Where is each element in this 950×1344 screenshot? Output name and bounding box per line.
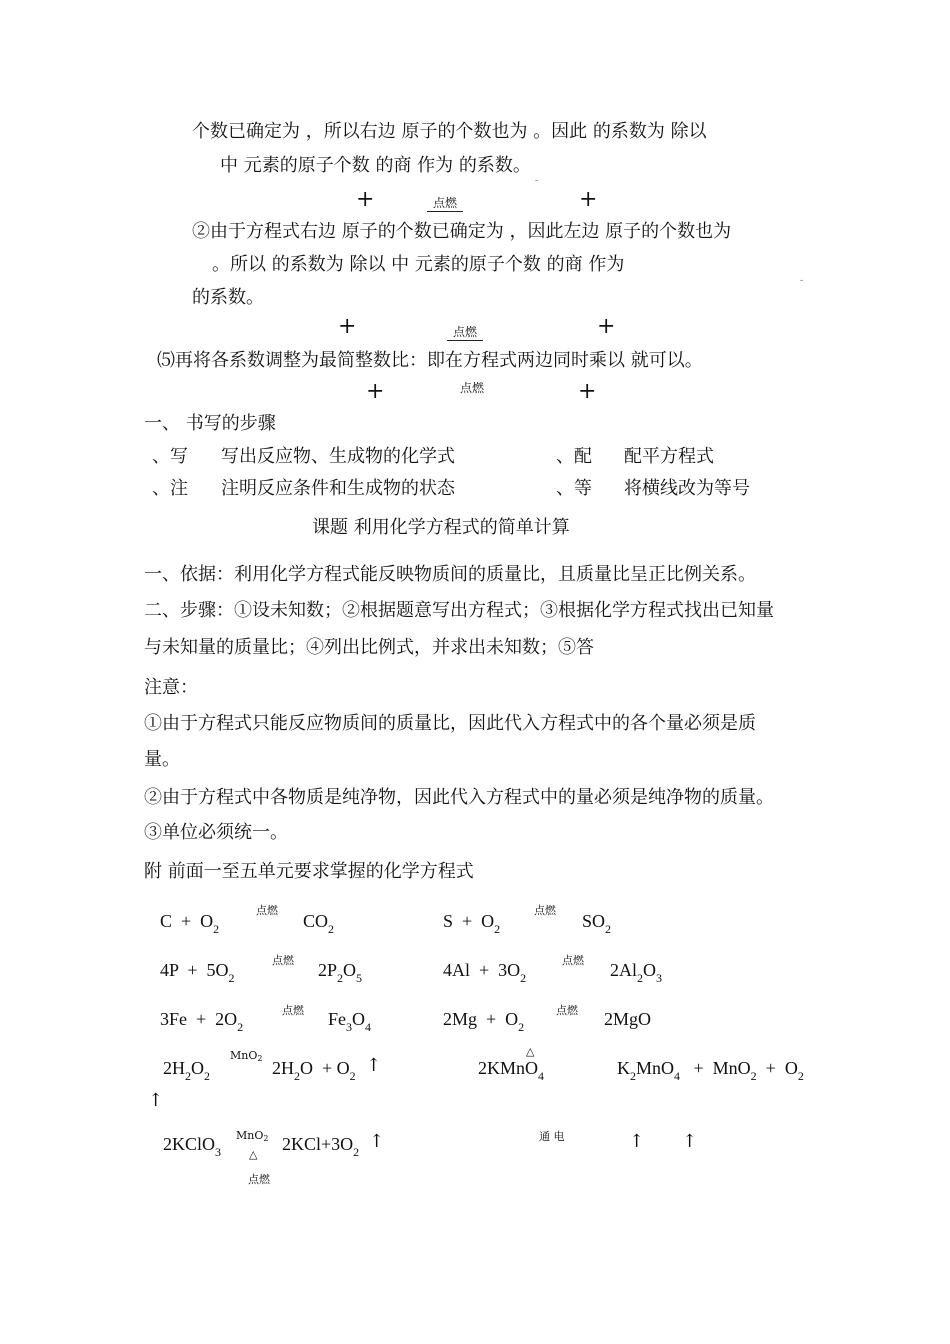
equation-h2o2: $2H_2O_2$: [163, 1058, 210, 1083]
para1-line2: 中 元素的原子个数 的商 作为 的系数。: [220, 155, 531, 176]
gas-arrow-icon: ↑: [682, 1131, 698, 1152]
equation-mg-o2: $2Mg + O_2$: [443, 1009, 525, 1034]
product-p2o5: $2P_2O_5$: [318, 960, 363, 985]
products-kcl-o2: $2KCl+3O_2$: [282, 1134, 360, 1159]
step-text: 写出反应物、生成物的化学式: [221, 446, 455, 467]
equation-fe-o2: $3Fe + 2O_2$: [160, 1009, 244, 1034]
plus-sign: +: [356, 187, 375, 212]
equation-c-o2: $C + O_2$: [160, 911, 220, 936]
plus-sign: +: [366, 379, 385, 404]
condition-dianran: 点燃: [534, 904, 556, 917]
step-prefix: 、等: [556, 478, 592, 499]
plus-sign: +: [578, 379, 597, 404]
note-3: ③单位必须统一。: [144, 822, 288, 843]
products-h2o-o2: $2H_2O + O_2$: [272, 1058, 356, 1083]
para2-line2: 。所以 的系数为 除以 中 元素的原子个数 的商 作为: [212, 254, 625, 275]
equation-al-o2: $4Al + 3O_2$: [443, 960, 527, 985]
condition-dianran: 点燃: [256, 904, 278, 917]
condition-dianran: 点燃: [562, 954, 584, 967]
note-1a: ①由于方程式只能反应物质间的质量比，因此代入方程式中的各个量必须是质: [144, 713, 756, 734]
condition-dianran: 点燃: [556, 1004, 578, 1017]
products-k2mno4: $K_2MnO_4 + MnO_2 + O_2$: [617, 1058, 804, 1083]
condition-dianran: 点燃: [272, 954, 294, 967]
plus-sign: +: [597, 314, 616, 339]
product-mgo: 2MgO: [604, 1009, 652, 1029]
condition-dianran: 点燃: [248, 1173, 270, 1186]
para2-line1: ②由于方程式右边 原子的个数已确定为 ，因此左边 原子的个数也为: [192, 221, 732, 242]
gas-arrow-icon: ↑: [148, 1090, 164, 1111]
gas-arrow-icon: ↑: [369, 1131, 385, 1152]
step5-text: ⑸再将各系数调整为最简整数比：即在方程式两边同时乘以 就可以。: [157, 350, 703, 371]
stray-mark: -: [800, 276, 804, 286]
steps-line2: 与未知量的质量比；④列出比例式，并求出未知数；⑤答: [144, 637, 594, 658]
step-prefix: 、写: [152, 446, 188, 467]
condition-delta: △: [249, 1148, 258, 1161]
note-1b: 量。: [144, 749, 180, 770]
plus-sign: +: [338, 314, 357, 339]
condition-tongdian: 通 电: [539, 1130, 565, 1143]
catalyst-mno2: MnO2: [236, 1129, 269, 1143]
step-text: 注明反应条件和生成物的状态: [221, 478, 455, 499]
equation-s-o2: $S + O_2$: [443, 911, 501, 936]
step-text: 配平方程式: [624, 446, 714, 467]
basis-text: 一、依据：利用化学方程式能反映物质间的质量比，且质量比呈正比例关系。: [144, 564, 756, 585]
notes-title: 注意：: [144, 677, 198, 698]
stray-mark: -: [535, 176, 539, 186]
equation-kclo3: 2KClO$_3$: [163, 1134, 222, 1159]
product-co2: $CO_2$: [303, 911, 335, 936]
step-text: 将横线改为等号: [624, 478, 750, 499]
plus-sign: +: [579, 187, 598, 212]
reaction-condition: 点燃: [460, 381, 485, 395]
condition-dianran: 点燃: [282, 1004, 304, 1017]
reaction-condition: 点燃: [427, 196, 463, 212]
steps-line1: 二、步骤：①设未知数；②根据题意写出方程式；③根据化学方程式找出已知量: [144, 600, 774, 621]
reaction-condition: 点燃: [447, 325, 483, 341]
equation-kmno4: 2KMnO$_4$: [478, 1058, 545, 1083]
step-prefix: 、注: [152, 478, 188, 499]
note-2: ②由于方程式中各物质是纯净物，因此代入方程式中的量必须是纯净物的质量。: [144, 787, 774, 808]
gas-arrow-icon: ↑: [629, 1131, 645, 1152]
writing-steps-title: 一、 书写的步骤: [144, 413, 276, 434]
para1-line1: 个数已确定为 ，所以右边 原子的个数也为 。因此 的系数为 除以: [192, 121, 707, 142]
product-fe3o4: $Fe_3O_4$: [328, 1009, 371, 1034]
lesson-title: 课题 利用化学方程式的简单计算: [312, 517, 570, 538]
catalyst-mno2: MnO2: [230, 1049, 263, 1063]
para2-line3: 的系数。: [192, 287, 264, 308]
product-so2: $SO_2$: [582, 911, 612, 936]
step-prefix: 、配: [556, 446, 592, 467]
equation-p-o2: $4P + 5O_2$: [160, 960, 235, 985]
product-al2o3: $2Al_2O_3$: [610, 960, 662, 985]
appendix-title: 附 前面一至五单元要求掌握的化学方程式: [144, 861, 474, 882]
gas-arrow-icon: ↑: [366, 1055, 382, 1076]
condition-delta: △: [526, 1045, 535, 1058]
